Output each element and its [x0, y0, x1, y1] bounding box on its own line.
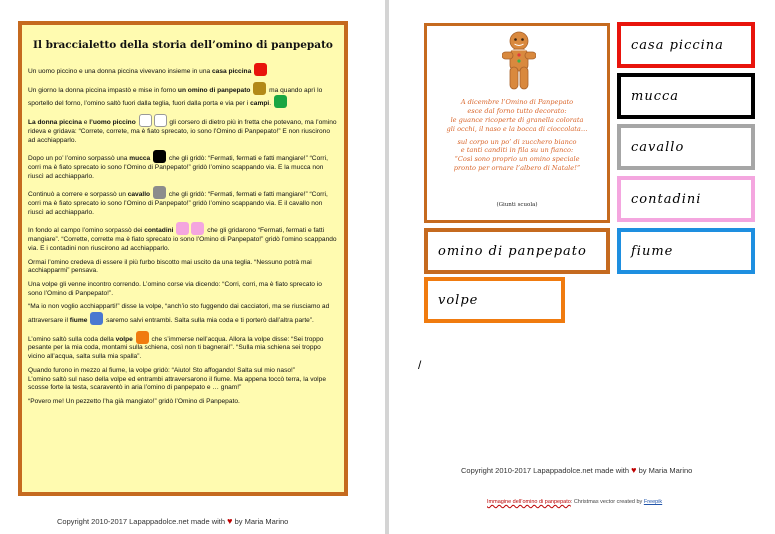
story-paragraph-3 — [28, 114, 338, 145]
freepik-link[interactable]: Freepik — [643, 499, 663, 505]
poem-line: e tanti canditi in fila su un fianco: — [460, 146, 574, 155]
story-paragraph-8: Una volpe gli venne incontro correndo. L’omino corse via dicendo: “Corri, corri, ma è fiato sprecato io sono l’Omino di Panpepato!”. — [28, 280, 322, 297]
footer-author: by Maria Marino — [234, 517, 289, 526]
text: L’omino saltò sulla coda della — [28, 335, 116, 343]
keyword-contadini: contadini — [144, 227, 174, 235]
color-square-cavallo — [153, 186, 166, 199]
word-card-omino-di-panpepato: omino di panpepato — [424, 228, 610, 274]
text: Continuò a correre e sorpassò un — [28, 191, 128, 199]
text: Un giorno la donna piccina impastò e mise in forno — [28, 86, 178, 94]
text: che gli gridarono “Fermati, fermati e fatti mangiare”. “Corrette, corrette ma è fiato sprecato io sono l’Omino di Panpepato!” gridò l’omino scappando via. E i contadini non riuscirono ad acchiapparlo. — [28, 227, 337, 252]
story-paragraph-1 — [28, 63, 338, 77]
keyword-fiume: fiume — [69, 317, 88, 325]
text: ma quando aprì lo sportello del forno, l’omino saltò fuori dalla teglia, fuori dalla porta e via per i — [28, 86, 323, 108]
poem-line: pronto per ornare l’albero di Natale!” — [453, 164, 581, 173]
keyword-omino: un omino di panpepato — [177, 86, 251, 94]
word-card-contadini: contadini — [617, 176, 755, 222]
text: Un uomo piccino e una donna piccina vivevano insieme in una — [28, 68, 213, 75]
story-paragraph-12: L’omino saltò sul naso della volpe ed entrambi attraversarono il fiume. Ma appena toccò terra, la volpe scosse forte la testa, scaraventò in aria l’omino di panpepato e … gnam!” — [28, 375, 326, 392]
text: gli corsero di dietro più in fretta che potevano, ma l’omino rideva e gridava: “Correte, correte, ma è fiato sprecato, io sono l’Omino di Panpepato!” E non riuscirono ad acchiapparlo. — [28, 119, 337, 144]
color-square-campi — [274, 95, 287, 108]
keyword-volpe: volpe — [115, 335, 133, 343]
image-credit — [487, 499, 662, 505]
text: e — [81, 119, 90, 127]
text: che s’immerse nell’acqua. Allora la volpe disse: “Sei troppo pesante per la mia coda, montami sulla schiena, così non ti bagnerai!”. “Sulla mia schiena sei troppo vicino all’acqua, salta sulla mia spalla”. — [28, 335, 324, 361]
footer-right — [461, 465, 692, 475]
story-paragraph-2 — [28, 82, 338, 109]
keyword-mucca: mucca — [129, 155, 151, 163]
poem-line: “Così sono proprio un omino speciale — [454, 155, 580, 164]
text: che gli gridò: “Fermati, fermati e fatti mangiare!” “Corri, corri ma è fiato sprecato io sono l’Omino di Panpepato!” gridò l’omino scappando via. E il cavallo non riuscì ad acchiapparlo. — [28, 191, 328, 216]
keyword-cavallo: cavallo — [127, 191, 151, 199]
story-paragraph-4 — [28, 150, 338, 181]
color-square-mucca — [153, 150, 166, 163]
gingerbread-man-icon — [502, 31, 536, 93]
story-paragraph-6 — [28, 222, 338, 253]
heart-icon: ♥ — [227, 516, 233, 526]
text: “Ma io non voglio acchiapparti!” disse la volpe, “anch’io sto fuggendo dai cacciatori, ma se riusciamo ad attraversare il — [28, 303, 330, 325]
poem — [431, 98, 603, 173]
word-card-volpe: volpe — [424, 277, 565, 323]
heart-icon: ♥ — [631, 465, 637, 475]
story-paragraph-5 — [28, 186, 338, 217]
poem-line: gli occhi, il naso e la bocca di cioccolata… — [446, 124, 588, 133]
color-square-contadini-1 — [176, 222, 189, 235]
footer-left — [57, 516, 288, 526]
color-square-donna — [139, 114, 152, 127]
color-square-contadini-2 — [191, 222, 204, 235]
credit-text: : Christmas vector created by — [570, 499, 644, 505]
story-paragraph-9 — [28, 303, 338, 325]
text: Dopo un po’ l’omino sorpassò una — [28, 155, 130, 163]
story-paragraph-11: Quando furono in mezzo al fiume, la volpe gridò: “Aiuto! Sto affogando! Salta sul mio naso!” — [28, 366, 296, 374]
word-card-casa-piccina: casa piccina — [617, 22, 755, 68]
color-square-fiume — [90, 312, 103, 325]
credit-text: Immagine dell’omino di panpepato — [487, 499, 571, 505]
story-paragraph-13: “Povero me! Un pezzetto l’ha già mangiato!” gridò l’Omino di Panpepato. — [28, 397, 240, 405]
word-card-fiume: fiume — [617, 228, 755, 274]
keyword-casa-piccina: casa piccina — [212, 68, 252, 75]
keyword-uomo: l’uomo piccino — [89, 119, 136, 127]
footer-text: Copyright 2010-2017 Lapappadolce.net made with — [57, 517, 226, 526]
poem-line: A dicembre l’Omino di Panpepato — [460, 98, 574, 106]
poem-box — [424, 23, 610, 223]
poem-signature: (Giunti scuola) — [496, 202, 538, 208]
word-card-mucca: mucca — [617, 73, 755, 119]
story-paragraph-10 — [28, 331, 338, 362]
story-frame — [18, 21, 348, 496]
story-title: Il braccialetto della storia dell’omino di panpepato — [33, 39, 333, 51]
keyword-donna: La donna piccina — [28, 119, 82, 127]
footer-author: by Maria Marino — [638, 466, 693, 475]
color-square-omino — [253, 82, 266, 95]
stray-slash: / — [418, 358, 422, 372]
poem-line: sul corpo un po’ di zucchero bianco — [457, 137, 577, 146]
poem-line: esce dal forno tutto decorato: — [467, 106, 567, 115]
footer-text: Copyright 2010-2017 Lapappadolce.net made with — [461, 466, 630, 475]
text: . — [269, 100, 272, 108]
poem-line: le guance ricoperte di granella colorata — [450, 115, 584, 124]
text: saremo salvi entrambi. Salta sulla mia coda e ti porterò dall’altra parte”. — [106, 317, 314, 325]
color-square-casa — [254, 63, 267, 76]
color-square-volpe — [136, 331, 149, 344]
word-card-cavallo: cavallo — [617, 124, 755, 170]
keyword-campi: campi — [250, 100, 270, 108]
story-paragraph-7: Ormai l’omino credeva di essere il più furbo biscotto mai uscito da una teglia. “Nessuno potrà mai acchiapparmi” pensava. — [28, 258, 312, 275]
text: In fondo al campo l’omino sorpassò dei — [28, 227, 145, 235]
text: che gli gridò: “Fermati, fermati e fatti mangiare!” “Corri, corri ma è fiato sprecato io sono l’Omino di Panpepato!” gridò l’omino scappando via. E la mucca non riuscì ad acchiapparlo. — [28, 155, 328, 180]
color-square-uomo — [154, 114, 167, 127]
